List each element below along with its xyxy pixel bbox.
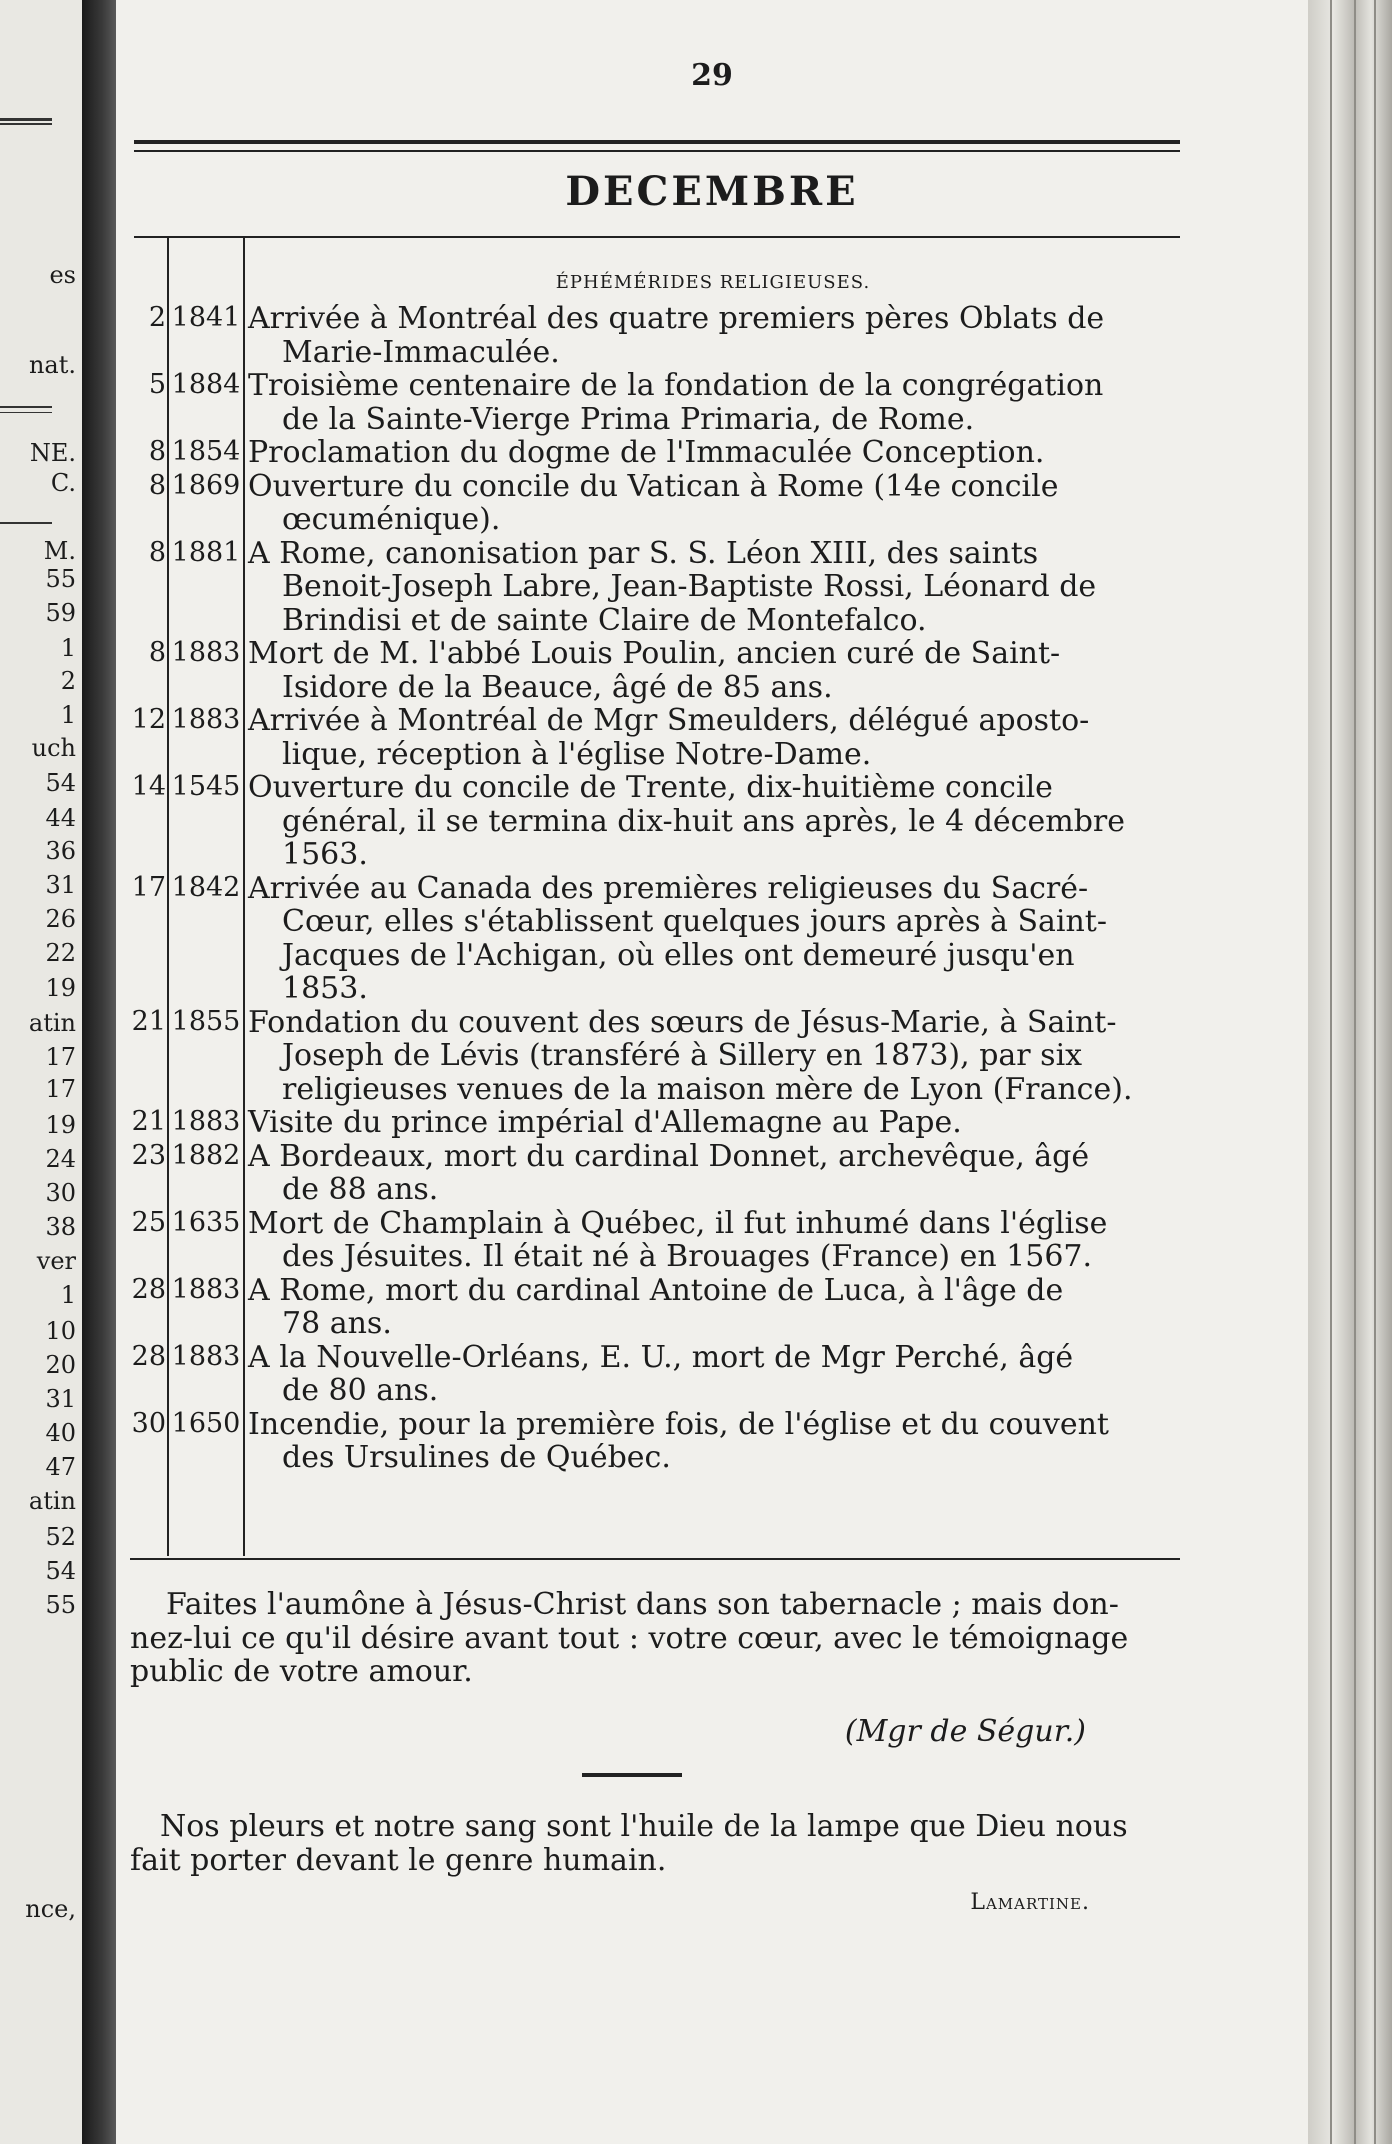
prev-page-fragment: 38 <box>45 1213 76 1241</box>
entry-text-line: de 80 ans. <box>282 1373 439 1408</box>
entry-year: 1545 <box>171 771 241 802</box>
entry-text-line: Mort de Champlain à Québec, il fut inhumé dans l'église <box>248 1205 1108 1241</box>
prev-page-fragment: 19 <box>45 974 76 1002</box>
entry-day: 8 <box>148 436 166 467</box>
prev-page-fragment: 52 <box>45 1523 76 1551</box>
entry-text <box>248 436 1180 470</box>
prev-page-fragment: atin <box>28 1487 76 1515</box>
page-fore-edge <box>1308 0 1392 2144</box>
entry-text-line: 1563. <box>282 837 368 872</box>
prev-page-rule <box>0 123 52 125</box>
prev-page-fragment: 26 <box>45 905 76 933</box>
entry-day: 21 <box>131 1106 166 1137</box>
entry-day: 21 <box>131 1005 166 1037</box>
previous-page-edge <box>0 0 82 2144</box>
entry-text <box>248 470 1180 537</box>
entry-text-line: Benoit-Joseph Labre, Jean-Baptiste Rossi, Léonard de <box>282 569 1097 604</box>
quote-lamartine <box>130 1810 1180 1877</box>
prev-page-fragment: 55 <box>45 565 76 593</box>
entry-day: 25 <box>131 1206 166 1238</box>
year-column-divider <box>243 238 245 1556</box>
prev-page-fragment: 54 <box>45 769 76 797</box>
entry-year: 1883 <box>171 637 241 668</box>
entry-text-line: Incendie, pour la première fois, de l'église et du couvent <box>248 1406 1109 1442</box>
quote-aumone <box>130 1588 1180 1689</box>
prev-page-fragment: 55 <box>45 1591 76 1619</box>
entry-day: 5 <box>148 369 166 400</box>
prev-page-fragment: 22 <box>45 939 76 967</box>
entry-year: 1883 <box>171 1340 241 1372</box>
entry-text <box>248 1106 1180 1140</box>
quote-line: public de votre amour. <box>130 1654 473 1689</box>
prev-page-fragment: NE. <box>29 439 76 467</box>
quote-line: Nos pleurs et notre sang sont l'huile de la lampe que Dieu nous <box>160 1809 1128 1844</box>
entry-text-line: Jacques de l'Achigan, où elles ont demeuré jusqu'en <box>282 937 1075 973</box>
prev-page-fragment: 19 <box>45 1111 76 1139</box>
prev-page-fragment: 2 <box>60 667 76 695</box>
quote-lamartine-author: Lamartine. <box>970 1890 1090 1915</box>
prev-page-fragment: 17 <box>45 1043 76 1071</box>
entry-year: 1883 <box>171 1273 241 1305</box>
entry-day: 17 <box>131 871 166 903</box>
entry-text <box>248 1274 1180 1341</box>
table-heading: ÉPHÉMÉRIDES RELIGIEUSES. <box>555 272 871 293</box>
entry-text <box>248 771 1180 872</box>
quote-line: nez-lui ce qu'il désire avant tout : votre cœur, avec le témoignage <box>130 1620 1129 1656</box>
entry-day: 23 <box>131 1139 166 1171</box>
entry-text-line: Troisième centenaire de la fondation de la congrégation <box>248 368 1104 403</box>
prev-page-fragment: 24 <box>45 1145 76 1173</box>
entry-year: 1882 <box>171 1139 241 1171</box>
book-gutter <box>82 0 116 2144</box>
prev-page-rule <box>0 118 52 121</box>
entry-text-line: Cœur, elles s'établissent quelques jours après à Saint- <box>282 904 1107 939</box>
table-bottom-rule <box>130 1558 1180 1560</box>
entry-year: 1650 <box>171 1407 241 1439</box>
page-number: 29 <box>691 58 733 93</box>
entry-text-line: A Rome, canonisation par S. S. Léon XIII, des saints <box>248 535 1039 571</box>
prev-page-fragment: 54 <box>45 1557 76 1585</box>
prev-page-fragment: 31 <box>45 1385 76 1413</box>
entry-year: 1854 <box>171 436 241 467</box>
prev-page-fragment: atin <box>28 1009 76 1037</box>
entry-year: 1883 <box>171 1106 241 1137</box>
entry-text-line: 78 ans. <box>282 1306 392 1341</box>
prev-page-rule <box>0 522 52 524</box>
entry-text <box>248 1207 1180 1274</box>
entry-text-line: de la Sainte-Vierge Prima Primaria, de Rome. <box>282 401 975 437</box>
prev-page-fragment: 1 <box>60 1281 76 1309</box>
entry-text-line: 1853. <box>282 971 368 1006</box>
header-rule <box>134 140 1180 144</box>
entry-text-line: Mort de M. l'abbé Louis Poulin, ancien curé de Saint- <box>248 636 1061 671</box>
entry-text-line: Ouverture du concile de Trente, dix-huitième concile <box>248 770 1053 805</box>
entry-text-line: général, il se termina dix-huit ans après, le 4 décembre <box>282 803 1125 839</box>
entry-text <box>248 704 1180 771</box>
prev-page-fragment: 47 <box>45 1453 76 1481</box>
prev-page-fragment: 20 <box>45 1351 76 1379</box>
prev-page-fragment: 31 <box>45 871 76 899</box>
entry-text-line: Proclamation du dogme de l'Immaculée Conception. <box>248 435 1045 470</box>
entry-day: 28 <box>131 1340 166 1372</box>
entry-text-line: religieuses venues de la maison mère de Lyon (France). <box>282 1071 1133 1107</box>
entry-year: 1842 <box>171 871 241 903</box>
prev-page-fragment: M. <box>43 537 76 565</box>
prev-page-fragment: uch <box>31 734 76 762</box>
prev-page-fragment: nce, <box>25 1895 76 1923</box>
entry-text-line: Marie-Immaculée. <box>282 334 560 370</box>
quote-line: Faites l'aumône à Jésus-Christ dans son tabernacle ; mais don- <box>166 1587 1119 1622</box>
entry-text-line: œcuménique). <box>282 502 501 537</box>
prev-page-fragment: 30 <box>45 1179 76 1207</box>
prev-page-fragment: 36 <box>45 837 76 865</box>
prev-page-fragment: 44 <box>45 804 76 832</box>
quote-aumone-author: (Mgr de Ségur.) <box>844 1714 1086 1749</box>
quote-separator <box>582 1773 682 1777</box>
entry-day: 8 <box>148 469 166 501</box>
entry-text-line: Arrivée au Canada des premières religieuses du Sacré- <box>248 870 1089 906</box>
entry-year: 1881 <box>171 536 241 568</box>
entry-day: 28 <box>131 1273 166 1305</box>
prev-page-fragment: 40 <box>45 1419 76 1447</box>
entry-year: 1869 <box>171 469 241 501</box>
entry-text-line: Fondation du couvent des sœurs de Jésus-Marie, à Saint- <box>248 1004 1117 1040</box>
prev-page-fragment: 59 <box>45 599 76 627</box>
entry-day: 30 <box>131 1407 166 1439</box>
entry-text <box>248 637 1180 704</box>
prev-page-rule <box>0 412 52 413</box>
entry-text <box>248 369 1180 436</box>
entry-text <box>248 1006 1180 1107</box>
prev-page-rule <box>0 406 52 408</box>
table-top-rule <box>134 236 1180 238</box>
entry-text-line: lique, réception à l'église Notre-Dame. <box>282 736 872 772</box>
quote-line: fait porter devant le genre humain. <box>130 1842 667 1878</box>
entry-text-line: des Jésuites. Il était né à Brouages (France) en 1567. <box>282 1239 1093 1274</box>
prev-page-fragment: 1 <box>60 634 76 662</box>
month-title: DECEMBRE <box>565 168 859 215</box>
prev-page-fragment: es <box>49 261 76 289</box>
entry-text <box>248 1408 1180 1475</box>
entry-year: 1884 <box>171 369 241 400</box>
entry-day: 14 <box>131 771 166 802</box>
prev-page-fragment: 17 <box>45 1075 76 1103</box>
day-column-divider <box>167 238 169 1556</box>
entry-day: 2 <box>148 302 166 333</box>
entry-text-line: de 88 ans. <box>282 1172 439 1207</box>
entry-year: 1841 <box>171 302 241 333</box>
entry-year: 1855 <box>171 1005 241 1037</box>
prev-page-fragment: nat. <box>28 351 76 379</box>
entry-text-line: Joseph de Lévis (transféré à Sillery en 1873), par six <box>282 1038 1083 1073</box>
entry-text-line: Ouverture du concile du Vatican à Rome (14e concile <box>248 468 1059 504</box>
entry-text-line: A la Nouvelle-Orléans, E. U., mort de Mgr Perché, âgé <box>248 1339 1074 1375</box>
entry-text <box>248 537 1180 638</box>
entry-year: 1635 <box>171 1206 241 1238</box>
entry-text <box>248 1341 1180 1408</box>
entry-text <box>248 302 1180 369</box>
entry-text-line: A Rome, mort du cardinal Antoine de Luca, à l'âge de <box>248 1272 1064 1308</box>
entry-text-line: des Ursulines de Québec. <box>282 1440 671 1475</box>
entry-day: 8 <box>148 536 166 568</box>
entry-text-line: Brindisi et de sainte Claire de Montefalco. <box>282 602 927 638</box>
prev-page-fragment: 1 <box>60 701 76 729</box>
entry-text-line: Isidore de la Beauce, âgé de 85 ans. <box>282 669 833 705</box>
entry-day: 8 <box>148 637 166 668</box>
entry-text <box>248 1140 1180 1207</box>
prev-page-fragment: 10 <box>45 1317 76 1345</box>
prev-page-fragment: C. <box>50 469 76 497</box>
entry-text-line: Visite du prince impérial d'Allemagne au Pape. <box>248 1105 962 1140</box>
header-rule <box>134 150 1180 152</box>
entry-text-line: A Bordeaux, mort du cardinal Donnet, archevêque, âgé <box>248 1138 1090 1174</box>
entry-year: 1883 <box>171 704 241 735</box>
entry-text <box>248 872 1180 1006</box>
prev-page-fragment: ver <box>36 1247 76 1275</box>
page <box>116 0 1308 2144</box>
entry-text-line: Arrivée à Montréal de Mgr Smeulders, délégué aposto- <box>248 703 1090 738</box>
entry-text-line: Arrivée à Montréal des quatre premiers pères Oblats de <box>248 301 1105 336</box>
entry-day: 12 <box>131 704 166 735</box>
